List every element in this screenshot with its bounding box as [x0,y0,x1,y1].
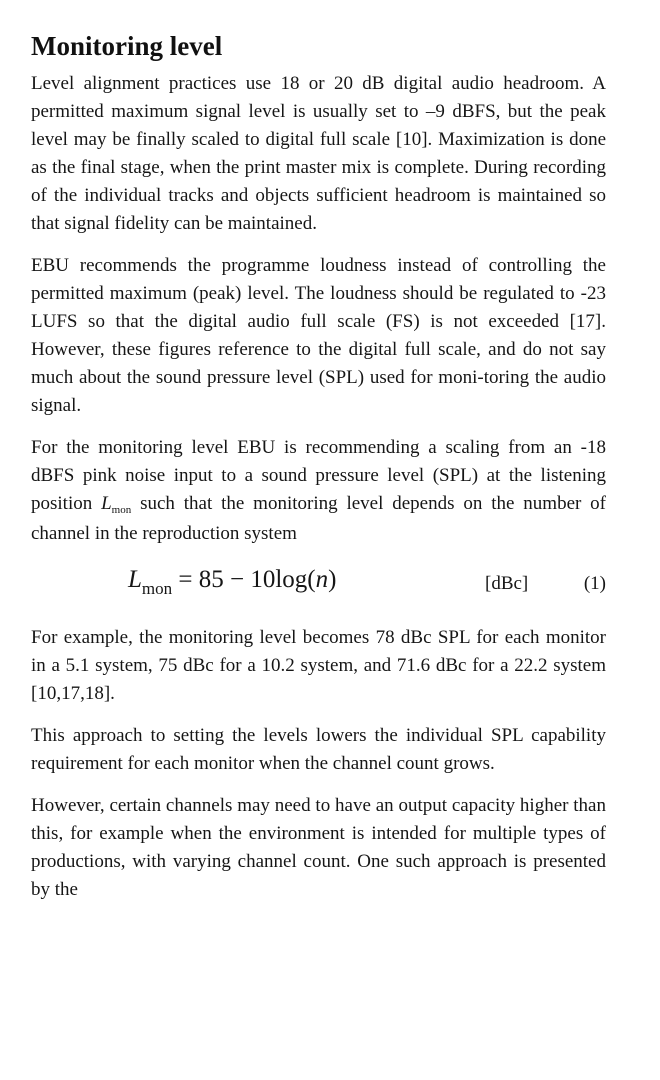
listening-position-variable: L [101,493,112,514]
listening-position-subscript: mon [111,504,132,516]
equation-formula [128,564,336,598]
equation-lhs-subscript: mon [141,579,173,598]
document-page [31,28,606,918]
equation-argument: n [315,566,329,593]
equation-rhs-suffix: ) [328,566,337,593]
paragraph-output-capacity: However, certain channels may need to have an output capacity higher than this, for example when the environment is intended for multiple types of productions, with varying channel count. One such approach is presented by the [31,795,606,900]
equation-unit: [dBc] [485,573,529,594]
equation-1 [31,562,606,610]
paragraph-monitoring-scaling [31,434,606,548]
section-heading: Monitoring level [31,31,223,61]
paragraph-text-before: For the monitoring level EBU is recommending a scaling from an -18 dBFS pink noise input to a sound pressure level (SPL) at the listening position [31,437,606,514]
paragraph-text-after: such that the monitoring level depends on the number of channel in the reproduction system [31,493,607,544]
paragraph-examples: For example, the monitoring level becomes 78 dBc SPL for each monitor in a 5.1 system, 75 dBc for a 10.2 system, and 71.6 dBc for a 22.2 system [10,17,18]. [31,627,606,704]
paragraph-spl-capability: This approach to setting the levels lowers the individual SPL capability requirement for each monitor when the channel count grows. [31,725,606,774]
paragraph-ebu-loudness: EBU recommends the programme loudness instead of controlling the permitted maximum (peak) level. The loudness should be regulated to -23 LUFS so that the digital audio full scale (FS) is not exceeded [17]. However, these figures reference to the digital full scale, and do not say much about the sound pressure level (SPL) used for moni-toring the audio signal. [31,255,606,416]
equation-lhs-variable: L [128,566,142,593]
equation-rhs-prefix: = 85 − 10log( [172,566,316,593]
paragraph-headroom: Level alignment practices use 18 or 20 dB digital audio headroom. A permitted maximum signal level is usually set to –9 dBFS, but the peak level may be finally scaled to digital full scale [10]. Maximization is done as the final stage, when the print master mix is complete. During recording of the individual tracks and objects sufficient headroom is maintained so that signal fidelity can be maintained. [31,73,606,234]
equation-number: (1) [583,573,606,594]
